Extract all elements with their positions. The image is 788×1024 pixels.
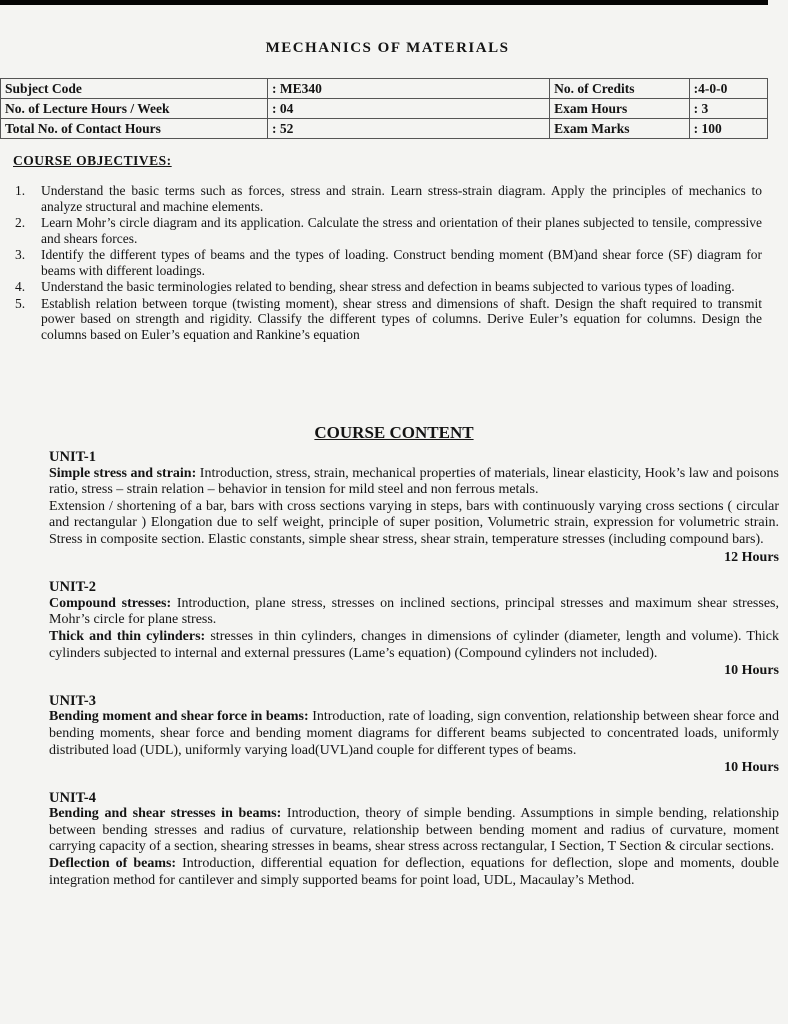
document-title: MECHANICS OF MATERIALS	[265, 40, 510, 56]
item-number: 4.	[15, 279, 26, 294]
item-text: Understand the basic terminologies related to bending, shear stress and defection in beams subjected to various types of loading.	[41, 279, 735, 294]
info-value: : 04	[268, 99, 550, 119]
list-item	[0, 215, 764, 246]
item-number: 2.	[15, 215, 26, 230]
top-border	[0, 0, 768, 5]
topic-text: Introduction, rate of loading, sign convention, relationship between shear force and bending moments, shear force and bending moment diagrams for different beams subjected to concentrated loads, uniformly distributed load (UDL), uniformly varying load(UVL)and couple for different types of beams.	[49, 709, 779, 758]
item-text: Understand the basic terms such as forces, stress and strain. Learn stress-strain diagram. Apply the principles of mechanics to analyze structural and machine elements.	[41, 183, 762, 214]
unit-section	[49, 579, 779, 680]
topic-heading: Bending moment and shear force in beams:	[49, 709, 309, 725]
list-item	[0, 296, 764, 343]
topic-heading: Simple stress and strain:	[49, 465, 197, 481]
unit-section	[49, 790, 779, 890]
table-row	[1, 79, 768, 99]
list-item	[0, 183, 764, 214]
item-number: 1.	[15, 183, 26, 198]
unit-section	[49, 693, 779, 777]
course-content	[49, 449, 779, 902]
unit-paragraph	[49, 629, 779, 662]
topic-text: Introduction, plane stress, stresses on inclined sections, principal stresses and maximum shear stresses, Mohr’s circle for plane stress.	[49, 595, 779, 628]
info-label: No. of Lecture Hours / Week	[1, 99, 268, 119]
topic-heading: Compound stresses:	[49, 595, 172, 611]
info-value: : 100	[689, 119, 767, 139]
unit-hours: 10 Hours	[724, 760, 779, 776]
unit-title: UNIT-3	[49, 692, 97, 709]
unit-paragraph	[49, 856, 779, 889]
item-number: 3.	[15, 247, 26, 262]
unit-paragraph	[49, 596, 779, 629]
course-info-table	[0, 78, 768, 139]
table-row	[1, 99, 768, 119]
unit-hours: 10 Hours	[724, 663, 779, 679]
info-label: Exam Marks	[550, 119, 690, 139]
info-value: :4-0-0	[689, 79, 767, 99]
topic-heading: Bending and shear stresses in beams:	[49, 806, 282, 822]
unit-paragraph	[49, 709, 779, 759]
info-value: : 3	[689, 99, 767, 119]
unit-title: UNIT-1	[49, 449, 97, 465]
item-number: 5.	[15, 295, 26, 311]
topic-text: Introduction, theory of simple bending. Assumptions in simple bending, relationship between bending stresses and radius of curvature, relationship between bending moment and radius of curvature, moment carrying capacity of a section, shearing stresses in beams, shear stress across rectangular, I Section, T Section & circular sections.	[49, 806, 780, 855]
info-label: Subject Code	[1, 79, 268, 99]
unit-title: UNIT-2	[49, 579, 97, 596]
unit-hours: 12 Hours	[724, 549, 779, 565]
item-text: Learn Mohr’s circle diagram and its application. Calculate the stress and orientation of their planes subjected to tensile, compressive and shears forces.	[41, 215, 762, 246]
objectives-heading: COURSE OBJECTIVES:	[13, 153, 172, 168]
table-row	[1, 119, 768, 139]
unit-paragraph	[49, 466, 779, 499]
info-label: Exam Hours	[550, 99, 690, 119]
topic-heading: Thick and thin cylinders:	[49, 628, 206, 644]
item-text: Establish relation between torque (twisting moment), shear stress and dimensions of shaft. Design the shaft required to transmit power based on strength and rigidity. Classify the different types of columns. Derive Euler’s equation for columns. Design the columns based on Euler’s equation and Rankine’s equation	[41, 295, 762, 342]
unit-section	[49, 449, 779, 566]
objectives-list	[0, 183, 764, 343]
unit-paragraph	[49, 499, 779, 549]
unit-paragraph	[49, 806, 779, 856]
info-label: No. of Credits	[550, 79, 690, 99]
info-label: Total No. of Contact Hours	[1, 119, 268, 139]
list-item	[0, 279, 764, 295]
topic-text: Introduction, differential equation for deflection, equations for deflection, slope and moments, double integration method for cantilever and simply supported beams for point load, UDL, Macaulay’s Method.	[49, 856, 780, 888]
topic-text: stresses in thin cylinders, changes in dimensions of cylinder (diameter, length and volume). Thick cylinders subjected to internal and external pressures (Lame’s equation) (Compound cylinders not included).	[49, 628, 779, 661]
info-value: : 52	[268, 119, 550, 139]
list-item	[0, 247, 764, 278]
topic-text: Extension / shortening of a bar, bars with cross sections varying in steps, bars with continuously varying cross sections ( circular and rectangular ) Elongation due to self weight, principle of super position, Volumetric strain, expression for volumetric strain. Stress in composite section. Elastic constants, simple shear stress, shear strain, temperature stresses (including compound bars).	[49, 498, 779, 547]
course-content-heading: COURSE CONTENT	[314, 423, 474, 442]
info-value: : ME340	[268, 79, 550, 99]
topic-heading: Deflection of beams:	[49, 856, 177, 872]
unit-title: UNIT-4	[49, 789, 97, 806]
item-text: Identify the different types of beams and the types of loading. Construct bending moment (BM)and shear force (SF) diagram for beams with different loadings.	[41, 247, 762, 278]
topic-text: Introduction, stress, strain, mechanical properties of materials, linear elasticity, Hook’s law and poisons ratio, stress – strain relation – behavior in tension for mild steel and non ferrous metals.	[49, 465, 779, 498]
